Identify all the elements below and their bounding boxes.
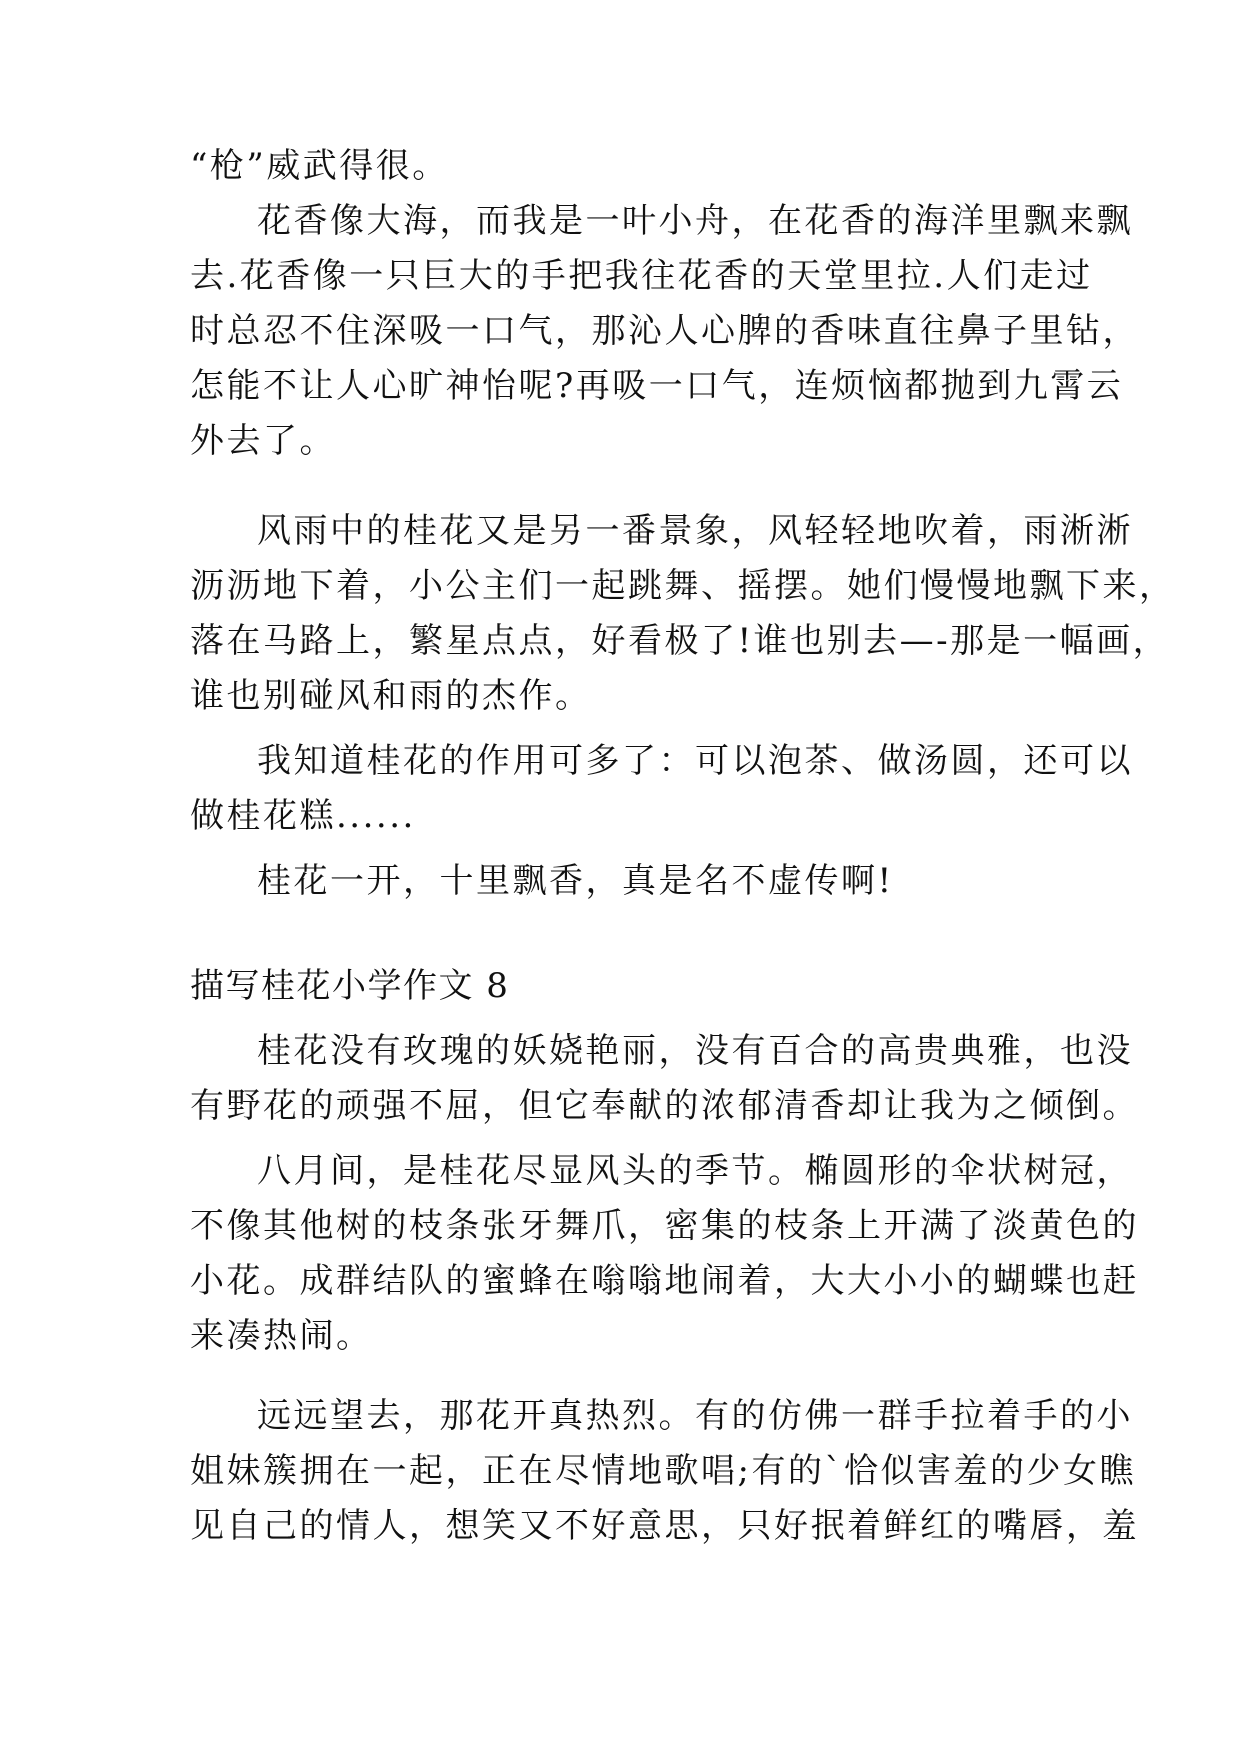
text-line: 来凑热闹。	[190, 1316, 373, 1356]
text-line: “枪”威武得很。	[190, 146, 449, 186]
paragraph-start-line: 八月间，是桂花尽显风头的季节。椭圆形的伞状树冠，	[257, 1151, 1133, 1191]
text-line: 谁也别碰风和雨的杰作。	[190, 676, 592, 716]
paragraph-start-line: 风雨中的桂花又是另一番景象，风轻轻地吹着，雨淅淅	[257, 511, 1133, 551]
text-line: 姐妹簇拥在一起，正在尽情地歌唱;有的`恰似害羞的少女瞧	[190, 1451, 1136, 1491]
text-line: 做桂花糕......	[190, 796, 416, 836]
text-line: 见自己的情人，想笑又不好意思，只好抿着鲜红的嘴唇，羞	[190, 1506, 1139, 1546]
section-heading: 描写桂花小学作文 8	[190, 966, 510, 1006]
text-line: 小花。成群结队的蜜蜂在嗡嗡地闹着，大大小小的蝴蝶也赶	[190, 1261, 1139, 1301]
paragraph-start-line: 我知道桂花的作用可多了：可以泡茶、做汤圆，还可以	[257, 741, 1133, 781]
paragraph-start-line: 桂花没有玫瑰的妖娆艳丽，没有百合的高贵典雅，也没	[257, 1031, 1133, 1071]
paragraph-start-line: 花香像大海，而我是一叶小舟，在花香的海洋里飘来飘	[257, 201, 1133, 241]
text-line: 落在马路上，繁星点点，好看极了!谁也别去—-那是一幅画，	[190, 621, 1170, 661]
text-line: 不像其他树的枝条张牙舞爪，密集的枝条上开满了淡黄色的	[190, 1206, 1139, 1246]
text-line: 去.花香像一只巨大的手把我往花香的天堂里拉.人们走过	[190, 256, 1093, 296]
paragraph-start-line: 桂花一开，十里飘香，真是名不虚传啊!	[257, 861, 894, 901]
text-line: 有野花的顽强不屈，但它奉献的浓郁清香却让我为之倾倒。	[190, 1086, 1139, 1126]
text-line: 怎能不让人心旷神怡呢?再吸一口气，连烦恼都抛到九霄云	[190, 366, 1124, 406]
text-line: 外去了。	[190, 421, 336, 461]
text-line: 沥沥地下着，小公主们一起跳舞、摇摆。她们慢慢地飘下来，	[190, 566, 1176, 606]
text-line: 时总忍不住深吸一口气，那沁人心脾的香味直往鼻子里钻，	[190, 311, 1139, 351]
paragraph-start-line: 远远望去，那花开真热烈。有的仿佛一群手拉着手的小	[257, 1396, 1133, 1436]
